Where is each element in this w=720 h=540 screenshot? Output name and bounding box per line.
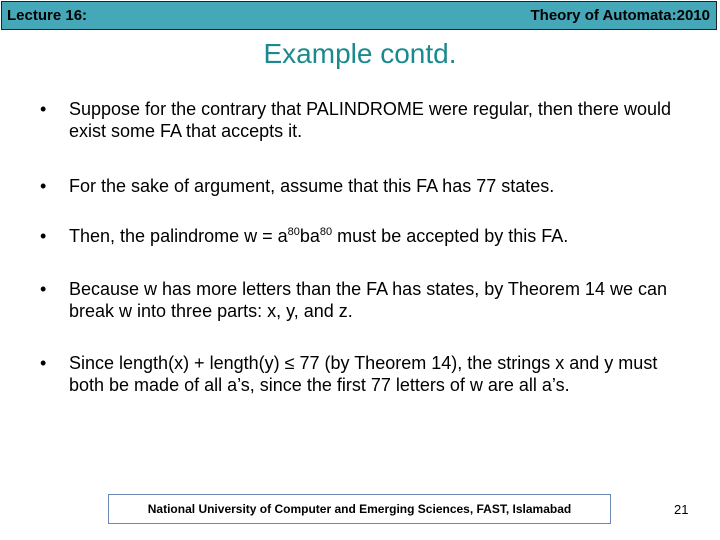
bullet-text [69,225,680,250]
bullet-item [40,98,680,142]
bullet-marker: • [40,176,47,196]
course-label: Theory of Automata:2010 [530,7,710,24]
page-number: 21 [674,502,689,517]
header-bar [1,1,717,30]
bullet-text-part: Then, the palindrome w = a [69,226,288,246]
footer-box [108,494,611,524]
exponent: 80 [319,226,333,238]
footer-text: National University of Computer and Emerging Sciences, FAST, Islamabad [147,502,572,516]
bullet-item [40,175,680,197]
bullet-item [40,352,680,396]
bullet-text: For the sake of argument, assume that this FA has 77 states. [69,176,555,196]
slide-title: Example contd. [263,38,457,69]
bullet-text: Suppose for the contrary that PALINDROME were regular, then there would exist some FA that accepts it. [69,99,671,141]
bullet-marker: • [40,353,47,373]
bullet-text-part: must be accepted by this FA. [332,226,569,246]
bullet-item [40,225,680,250]
bullet-text: Because w has more letters than the FA has states, by Theorem 14 we can break w into three parts: x, y, and z. [69,279,667,321]
bullet-marker: • [40,279,47,299]
bullet-item [40,278,680,322]
bullet-text: Since length(x) + length(y) ≤ 77 (by Theorem 14), the strings x and y must both be made of all a’s, since the first 77 letters of w are all a’s. [69,353,658,395]
lecture-label: Lecture 16: [7,7,88,24]
bullet-marker: • [40,99,47,119]
bullet-marker: • [40,226,47,246]
exponent: 80 [287,226,300,238]
bullet-text-part: ba [299,226,320,246]
